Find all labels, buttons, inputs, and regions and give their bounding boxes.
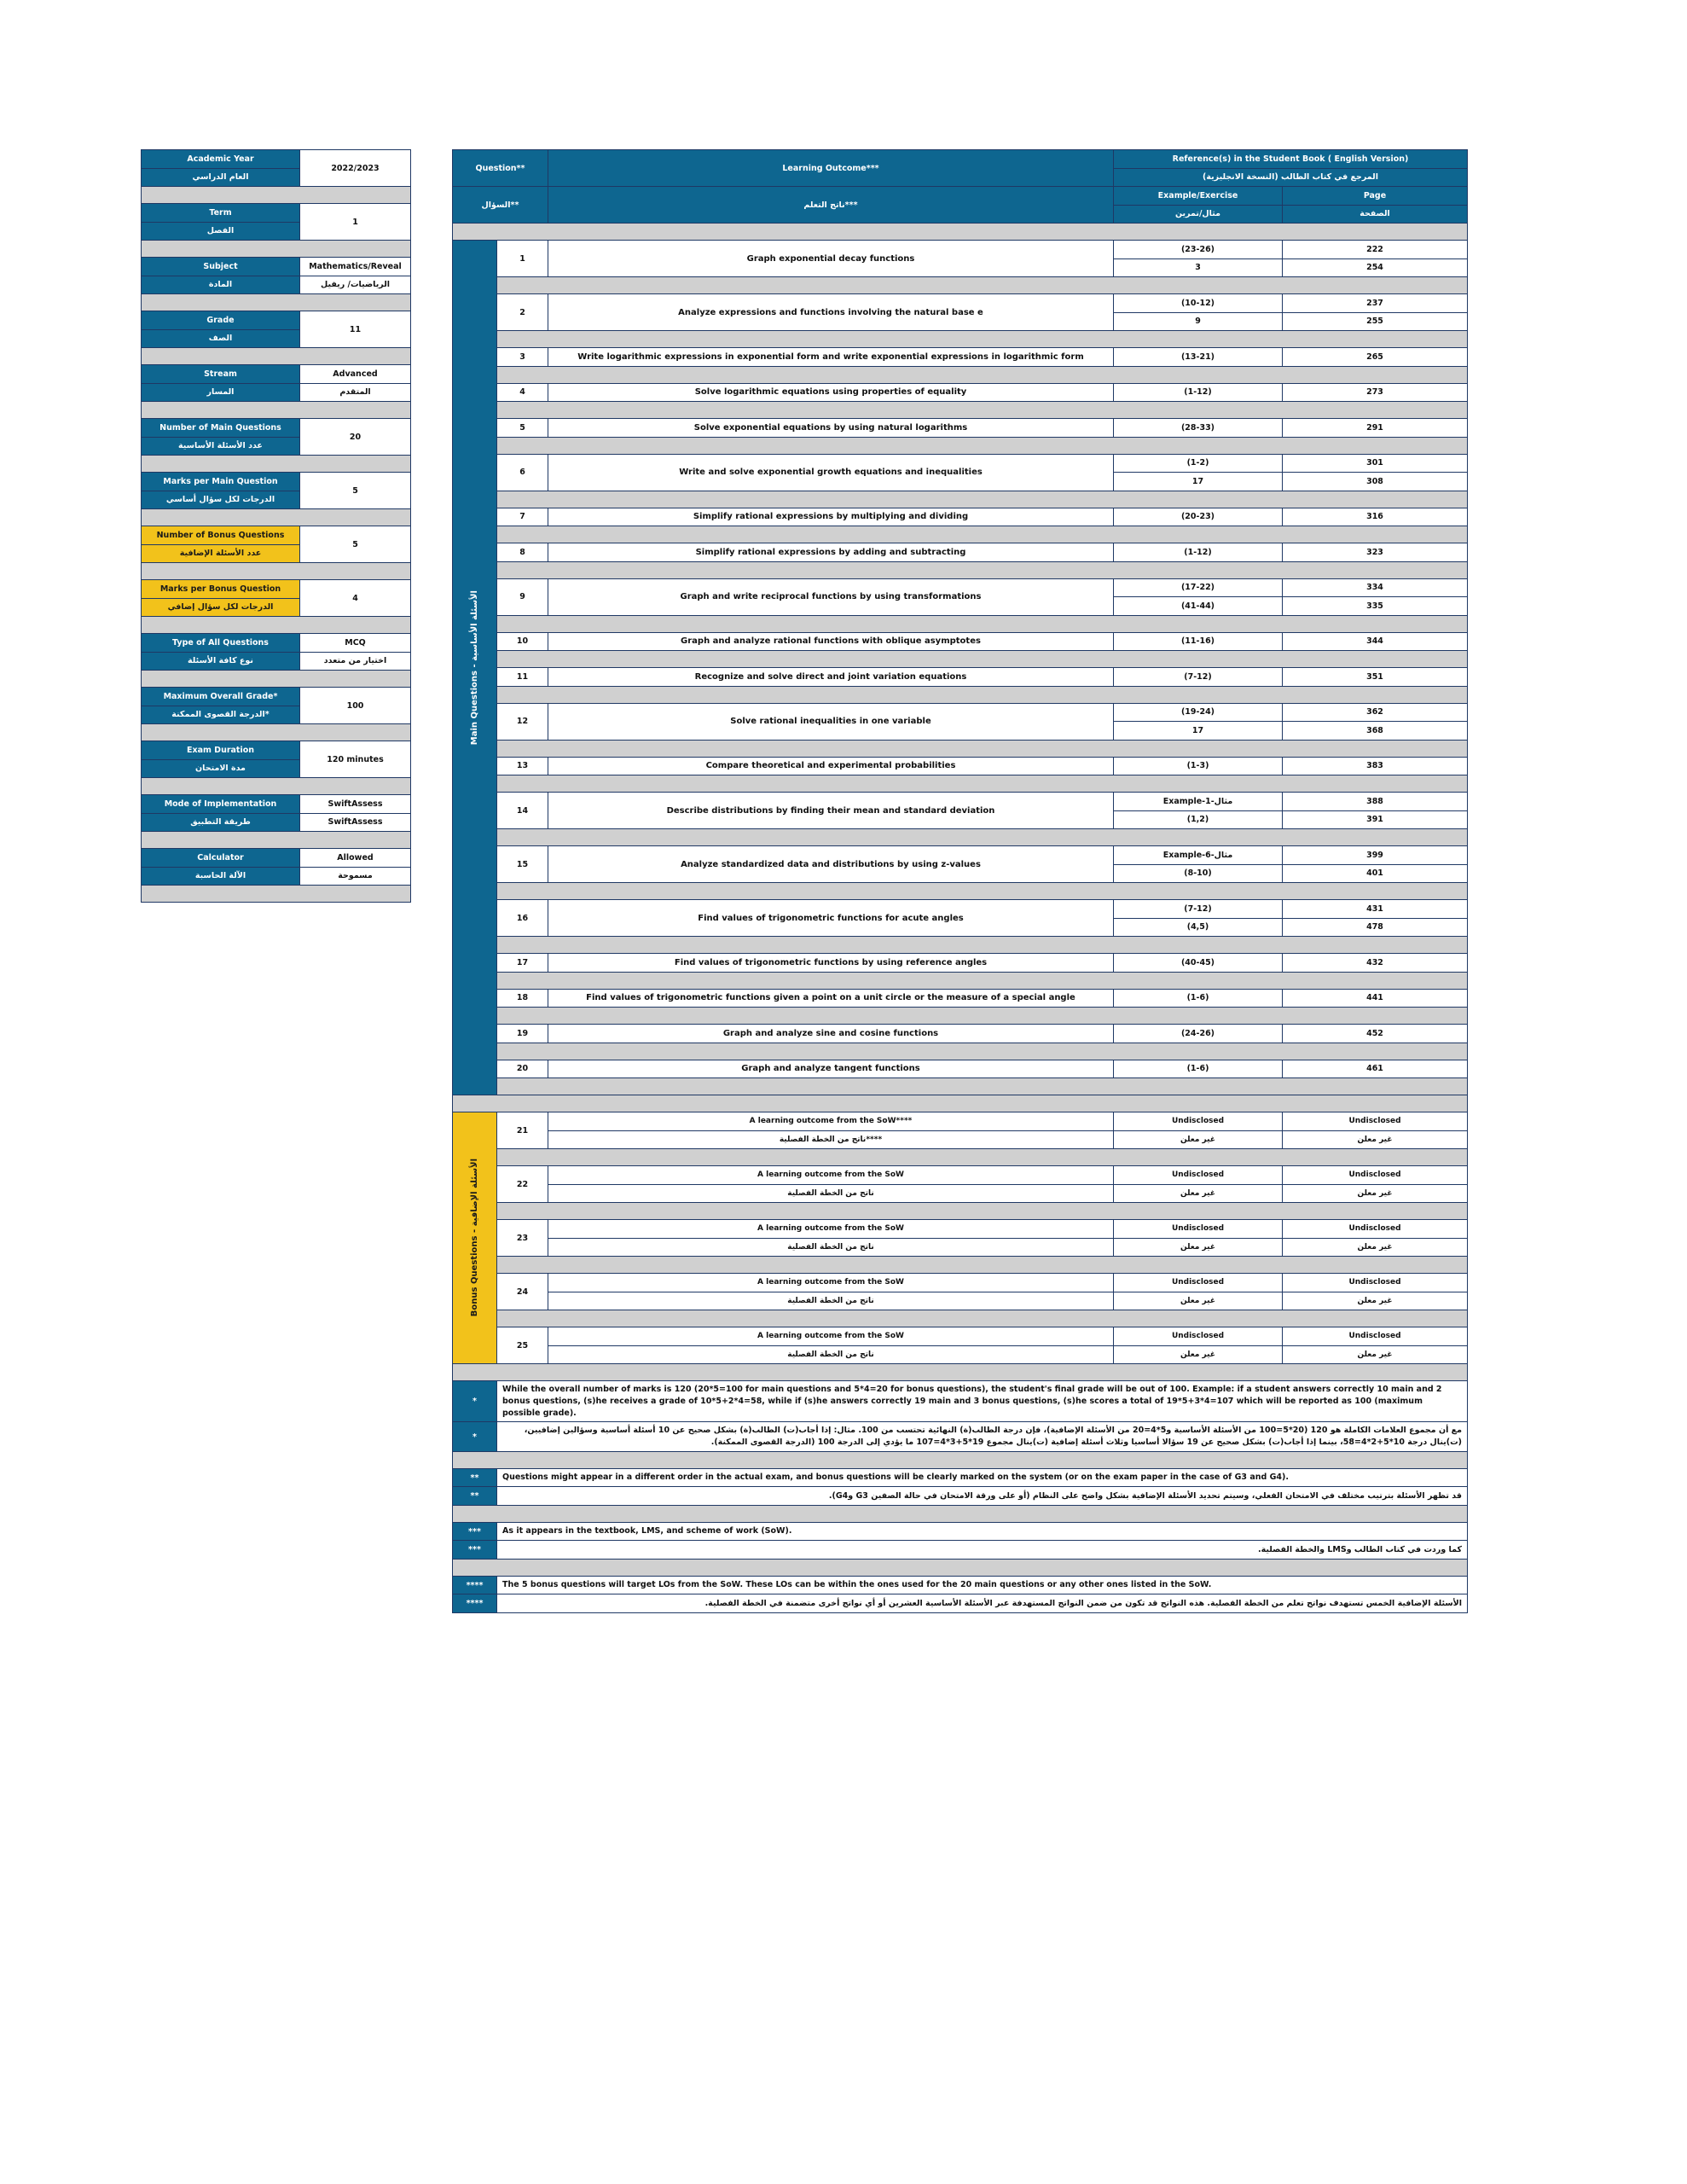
example-exercise: Undisclosed <box>1114 1327 1283 1346</box>
reference-header-ar: المرجع في كتاب الطالب (النسخة الانجليزية) <box>1114 168 1468 187</box>
example-exercise: (19-24) <box>1114 703 1283 722</box>
question-number: 8 <box>497 543 548 562</box>
question-number: 25 <box>497 1327 548 1364</box>
example-exercise: Undisclosed <box>1114 1166 1283 1185</box>
example-exercise: Undisclosed <box>1114 1220 1283 1239</box>
mode-label: Mode of Implementation <box>142 795 300 814</box>
note-text: كما وردت في كتاب الطالب وLMS والخطة الفصلية. <box>497 1541 1468 1560</box>
grade-value: 11 <box>300 311 411 348</box>
page-number-ar: غير معلن <box>1283 1184 1468 1203</box>
academic-year-value: 2022/2023 <box>300 150 411 187</box>
grade-label-ar: الصف <box>142 329 300 348</box>
bonus-questions-value: 5 <box>300 526 411 563</box>
page-number: 344 <box>1283 632 1468 651</box>
example-exercise: (41-44) <box>1114 597 1283 616</box>
question-number: 11 <box>497 668 548 687</box>
exam-info-table <box>141 149 411 903</box>
note-text: As it appears in the textbook, LMS, and scheme of work (SoW). <box>497 1522 1468 1541</box>
example-exercise: Example-6-مثال <box>1114 846 1283 865</box>
note-row <box>453 1594 1468 1613</box>
learning-outcome: Analyze standardized data and distributions by using z-values <box>548 846 1114 883</box>
learning-outcome-ar: ناتج من الخطة الفصلية <box>548 1292 1114 1310</box>
learning-outcome: Solve logarithmic equations using properties of equality <box>548 383 1114 402</box>
example-exercise: (1-6) <box>1114 989 1283 1008</box>
max-grade-label-ar: الدرجة القصوى الممكنة* <box>142 706 300 724</box>
academic-year-label-ar: العام الدراسي <box>142 168 300 187</box>
mode-value-ar: SwiftAssess <box>300 813 411 832</box>
question-number: 15 <box>497 846 548 883</box>
question-type-value: MCQ <box>300 634 411 653</box>
page-number: 334 <box>1283 578 1468 597</box>
question-number: 21 <box>497 1112 548 1149</box>
note-marker: *** <box>453 1541 497 1560</box>
question-row <box>453 793 1468 811</box>
question-header-ar: السؤال** <box>453 187 548 224</box>
learning-outcome: Simplify rational expressions by multiplying and dividing <box>548 508 1114 526</box>
learning-outcome-header: Learning Outcome*** <box>548 150 1114 187</box>
note-row <box>453 1468 1468 1487</box>
mode-label-ar: طريقة التطبيق <box>142 813 300 832</box>
note-row <box>453 1522 1468 1541</box>
stream-label: Stream <box>142 365 300 384</box>
question-number: 5 <box>497 419 548 438</box>
learning-outcome: Graph and analyze tangent functions <box>548 1060 1114 1078</box>
question-number: 17 <box>497 954 548 973</box>
page-number: 368 <box>1283 722 1468 741</box>
example-exercise: (17-22) <box>1114 578 1283 597</box>
page-number: 335 <box>1283 597 1468 616</box>
question-row <box>453 900 1468 919</box>
learning-outcome: Compare theoretical and experimental probabilities <box>548 757 1114 775</box>
page-number-ar: غير معلن <box>1283 1345 1468 1364</box>
learning-outcome: Graph and write reciprocal functions by using transformations <box>548 578 1114 615</box>
example-exercise: (40-45) <box>1114 954 1283 973</box>
note-row <box>453 1422 1468 1452</box>
page-number: Undisclosed <box>1283 1327 1468 1346</box>
main-questions-label: Number of Main Questions <box>142 419 300 438</box>
page-number: 237 <box>1283 294 1468 313</box>
learning-outcome-ar: ناتج من الخطة الفصلية <box>548 1184 1114 1203</box>
example-exercise-ar: غير معلن <box>1114 1130 1283 1149</box>
note-row <box>453 1541 1468 1560</box>
page-number: 362 <box>1283 703 1468 722</box>
note-row <box>453 1381 1468 1422</box>
learning-outcome: Describe distributions by finding their mean and standard deviation <box>548 793 1114 829</box>
note-text: قد تظهر الأسئلة بترتيب مختلف في الامتحان الفعلي، وسيتم تحديد الأسئلة الإضافية بشكل واضح على النظام (أو على ورقة الامتحان في حالة الصفين G3 وG4). <box>497 1487 1468 1506</box>
main-questions-value: 20 <box>300 419 411 456</box>
example-exercise: (7-12) <box>1114 668 1283 687</box>
page-number: Undisclosed <box>1283 1112 1468 1131</box>
question-number: 7 <box>497 508 548 526</box>
term-value: 1 <box>300 204 411 241</box>
bonus-questions-band <box>453 1112 497 1364</box>
page-number: Undisclosed <box>1283 1166 1468 1185</box>
page-number: 391 <box>1283 810 1468 829</box>
learning-outcome: A learning outcome from the SoW <box>548 1220 1114 1239</box>
bonus-row <box>453 1220 1468 1239</box>
example-exercise: Undisclosed <box>1114 1274 1283 1292</box>
marks-bonus-label: Marks per Bonus Question <box>142 580 300 599</box>
marks-bonus-label-ar: الدرجات لكل سؤال إضافي <box>142 598 300 617</box>
example-exercise: (1-2) <box>1114 454 1283 473</box>
page-number: 461 <box>1283 1060 1468 1078</box>
example-exercise: Example-1-مثال <box>1114 793 1283 811</box>
question-type-label-ar: نوع كافة الأسئلة <box>142 652 300 671</box>
marks-bonus-value: 4 <box>300 580 411 617</box>
learning-outcome: A learning outcome from the SoW <box>548 1274 1114 1292</box>
page-number: 432 <box>1283 954 1468 973</box>
learning-outcome: Graph and analyze sine and cosine functions <box>548 1025 1114 1043</box>
learning-outcome: A learning outcome from the SoW**** <box>548 1112 1114 1131</box>
note-marker: * <box>453 1422 497 1452</box>
question-number: 9 <box>497 578 548 615</box>
calculator-value: Allowed <box>300 849 411 868</box>
marks-main-label: Marks per Main Question <box>142 473 300 491</box>
page-number: 351 <box>1283 668 1468 687</box>
page-number-ar: غير معلن <box>1283 1292 1468 1310</box>
page-header: Page <box>1283 187 1468 206</box>
bonus-questions-label: Bonus Questions - الأسئلة الإضافية <box>470 1159 479 1317</box>
bonus-row <box>453 1112 1468 1131</box>
learning-outcome: Find values of trigonometric functions given a point on a unit circle or the measure of a special angle <box>548 989 1114 1008</box>
page-number: 478 <box>1283 918 1468 937</box>
note-marker: **** <box>453 1576 497 1594</box>
learning-outcome-ar: ناتج من الخطة الفصلية <box>548 1238 1114 1257</box>
learning-outcome: Graph and analyze rational functions with oblique asymptotes <box>548 632 1114 651</box>
example-exercise: (13-21) <box>1114 348 1283 367</box>
example-exercise: (1,2) <box>1114 810 1283 829</box>
example-header: Example/Exercise <box>1114 187 1283 206</box>
mode-value: SwiftAssess <box>300 795 411 814</box>
learning-outcome-ar: ناتج من الخطة الفصلية**** <box>548 1130 1114 1149</box>
example-exercise-ar: غير معلن <box>1114 1238 1283 1257</box>
question-row <box>453 578 1468 597</box>
page-number: 273 <box>1283 383 1468 402</box>
example-exercise: (10-12) <box>1114 294 1283 313</box>
page-number-ar: غير معلن <box>1283 1130 1468 1149</box>
question-number: 1 <box>497 241 548 277</box>
page-number: 222 <box>1283 241 1468 259</box>
note-marker: **** <box>453 1594 497 1613</box>
academic-year-label: Academic Year <box>142 150 300 169</box>
stream-value: Advanced <box>300 365 411 384</box>
calculator-value-ar: مسموحة <box>300 867 411 886</box>
example-header-ar: مثال/تمرين <box>1114 205 1283 224</box>
duration-label-ar: مدة الامتحان <box>142 759 300 778</box>
main-questions-label: Main Questions - الأسئلة الأساسية <box>470 590 479 746</box>
subject-value-ar: الرياضيات/ ريفيل <box>300 276 411 294</box>
page-number: 255 <box>1283 312 1468 331</box>
subject-value: Mathematics/Reveal <box>300 258 411 276</box>
page-number: 323 <box>1283 543 1468 562</box>
question-number: 10 <box>497 632 548 651</box>
page-number: 308 <box>1283 473 1468 491</box>
bonus-questions-label: Number of Bonus Questions <box>142 526 300 545</box>
note-row <box>453 1487 1468 1506</box>
page-number: 291 <box>1283 419 1468 438</box>
note-text: While the overall number of marks is 120 (20*5=100 for main questions and 5*4=20 for bonus questions), the student's final grade will be out of 100. Example: if a student answers correctly 10 main and 2 bonus questions, (s)he receives a grade of 10*5+2*4=58, while if (s)he answers correctly 19 main and 3 bonus questions, (s)he scores a total of 19*5+3*4=107 which will be reported as 100 (maximum possible grade). <box>497 1381 1468 1422</box>
question-number: 24 <box>497 1274 548 1310</box>
subject-label-ar: المادة <box>142 276 300 294</box>
learning-outcome: Recognize and solve direct and joint variation equations <box>548 668 1114 687</box>
page-number: 301 <box>1283 454 1468 473</box>
question-number: 2 <box>497 294 548 331</box>
page-number-ar: غير معلن <box>1283 1238 1468 1257</box>
stream-label-ar: المسار <box>142 383 300 402</box>
note-row <box>453 1576 1468 1594</box>
example-exercise-ar: غير معلن <box>1114 1345 1283 1364</box>
main-questions-label-ar: عدد الأسئلة الأساسية <box>142 437 300 456</box>
reference-header: Reference(s) in the Student Book ( English Version) <box>1114 150 1468 169</box>
bonus-row-sub <box>453 1130 1468 1149</box>
learning-outcome-header-ar: ناتج التعلم*** <box>548 187 1114 224</box>
bonus-row-sub <box>453 1292 1468 1310</box>
bonus-questions-body <box>453 1112 1468 1381</box>
note-text: الأسئلة الإضافية الخمس تستهدف نواتج تعلم من الخطة الفصلية. هذه النواتج قد تكون من ضمن النواتج المستهدفة عبر الأسئلة الأساسية العشرين أو أي نواتج أخرى متضمنة في الخطة الفصلية. <box>497 1594 1468 1613</box>
bonus-row <box>453 1166 1468 1185</box>
question-number: 22 <box>497 1166 548 1203</box>
example-exercise: (28-33) <box>1114 419 1283 438</box>
learning-outcome-ar: ناتج من الخطة الفصلية <box>548 1345 1114 1364</box>
example-exercise: (11-16) <box>1114 632 1283 651</box>
question-number: 6 <box>497 454 548 491</box>
subject-label: Subject <box>142 258 300 276</box>
page-number: Undisclosed <box>1283 1274 1468 1292</box>
learning-outcome: Solve exponential equations by using natural logarithms <box>548 419 1114 438</box>
example-exercise: (20-23) <box>1114 508 1283 526</box>
page-number: 254 <box>1283 258 1468 277</box>
note-marker: * <box>453 1381 497 1422</box>
question-header: Question** <box>453 150 548 187</box>
question-number: 19 <box>497 1025 548 1043</box>
grade-label: Grade <box>142 311 300 330</box>
bonus-row-sub <box>453 1238 1468 1257</box>
note-text: مع أن مجموع العلامات الكاملة هو 120 (20*5=100 من الأسئلة الأساسية و5*4=20 من الأسئلة الإضافية)، فإن درجة الطالب(ة) النهائية تحتسب من 100. مثال: إذا أجاب(ت) الطالب(ة) بشكل صحيح عن 10 أسئلة أساسية وسؤالين إضافيين، (ت)ينال درجة 10*5+2*4=58، بينما إذا أجاب(ت) بشكل صحيح عن 19 سؤالا أساسيا وثلاث أسئلة إضافية (ت)ينال مجموع 19*5+3*4=107 ما يؤدي إلى الدرجة 100 (الدرجة القصوى الممكنة). <box>497 1422 1468 1452</box>
question-row <box>453 294 1468 313</box>
page-number: 431 <box>1283 900 1468 919</box>
bonus-row-sub <box>453 1184 1468 1203</box>
example-exercise: (7-12) <box>1114 900 1283 919</box>
learning-outcome: Find values of trigonometric functions by using reference angles <box>548 954 1114 973</box>
term-label-ar: الفصل <box>142 222 300 241</box>
example-exercise: 3 <box>1114 258 1283 277</box>
example-exercise: (23-26) <box>1114 241 1283 259</box>
learning-outcome: Solve rational inequalities in one variable <box>548 703 1114 740</box>
example-exercise: 17 <box>1114 473 1283 491</box>
main-questions-body <box>453 241 1468 1112</box>
page-number: 441 <box>1283 989 1468 1008</box>
learning-outcome: Write logarithmic expressions in exponential form and write exponential expressions in logarithmic form <box>548 348 1114 367</box>
question-number: 12 <box>497 703 548 740</box>
main-questions-band <box>453 241 497 1095</box>
calculator-label: Calculator <box>142 849 300 868</box>
learning-outcome: A learning outcome from the SoW <box>548 1166 1114 1185</box>
question-number: 23 <box>497 1220 548 1257</box>
example-exercise: (1-3) <box>1114 757 1283 775</box>
question-number: 3 <box>497 348 548 367</box>
max-grade-label: Maximum Overall Grade* <box>142 688 300 706</box>
page-number: 383 <box>1283 757 1468 775</box>
example-exercise-ar: غير معلن <box>1114 1184 1283 1203</box>
page-header-ar: الصفحة <box>1283 205 1468 224</box>
bonus-row <box>453 1327 1468 1346</box>
page-number: 316 <box>1283 508 1468 526</box>
bonus-row-sub <box>453 1345 1468 1364</box>
question-number: 16 <box>497 900 548 937</box>
question-type-value-ar: اختيار من متعدد <box>300 652 411 671</box>
example-exercise: (1-12) <box>1114 543 1283 562</box>
question-type-label: Type of All Questions <box>142 634 300 653</box>
note-text: The 5 bonus questions will target LOs from the SoW. These LOs can be within the ones used for the 20 main questions or any other ones listed in the SoW. <box>497 1576 1468 1594</box>
question-row <box>453 703 1468 722</box>
example-exercise: (4,5) <box>1114 918 1283 937</box>
example-exercise: (1-6) <box>1114 1060 1283 1078</box>
note-text: Questions might appear in a different order in the actual exam, and bonus questions will be clearly marked on the system (or on the exam paper in the case of G3 and G4). <box>497 1468 1468 1487</box>
learning-outcome: Simplify rational expressions by adding and subtracting <box>548 543 1114 562</box>
bonus-questions-label-ar: عدد الأسئلة الإضافية <box>142 544 300 563</box>
page-number: 388 <box>1283 793 1468 811</box>
example-exercise: Undisclosed <box>1114 1112 1283 1131</box>
question-number: 18 <box>497 989 548 1008</box>
example-exercise-ar: غير معلن <box>1114 1292 1283 1310</box>
exam-structure-table <box>452 149 1468 1613</box>
learning-outcome: Graph exponential decay functions <box>548 241 1114 277</box>
example-exercise: (8-10) <box>1114 864 1283 883</box>
example-exercise: 9 <box>1114 312 1283 331</box>
learning-outcome: Analyze expressions and functions involving the natural base e <box>548 294 1114 331</box>
marks-main-label-ar: الدرجات لكل سؤال أساسي <box>142 491 300 509</box>
learning-outcome: A learning outcome from the SoW <box>548 1327 1114 1346</box>
page-number: 265 <box>1283 348 1468 367</box>
bonus-row <box>453 1274 1468 1292</box>
page-number: Undisclosed <box>1283 1220 1468 1239</box>
calculator-label-ar: الآلة الحاسبة <box>142 867 300 886</box>
duration-label: Exam Duration <box>142 741 300 760</box>
question-number: 13 <box>497 757 548 775</box>
note-marker: *** <box>453 1522 497 1541</box>
learning-outcome: Find values of trigonometric functions for acute angles <box>548 900 1114 937</box>
example-exercise: 17 <box>1114 722 1283 741</box>
page-number: 399 <box>1283 846 1468 865</box>
question-number: 14 <box>497 793 548 829</box>
max-grade-value: 100 <box>300 688 411 724</box>
question-number: 20 <box>497 1060 548 1078</box>
marks-main-value: 5 <box>300 473 411 509</box>
example-exercise: (24-26) <box>1114 1025 1283 1043</box>
page-number: 401 <box>1283 864 1468 883</box>
example-exercise: (1-12) <box>1114 383 1283 402</box>
question-number: 4 <box>497 383 548 402</box>
question-row <box>453 846 1468 865</box>
term-label: Term <box>142 204 300 223</box>
stream-value-ar: المتقدم <box>300 383 411 402</box>
note-marker: ** <box>453 1487 497 1506</box>
question-row <box>453 241 1468 259</box>
note-marker: ** <box>453 1468 497 1487</box>
question-row <box>453 454 1468 473</box>
page-number: 452 <box>1283 1025 1468 1043</box>
notes-body <box>453 1381 1468 1613</box>
learning-outcome: Write and solve exponential growth equations and inequalities <box>548 454 1114 491</box>
duration-value: 120 minutes <box>300 741 411 778</box>
